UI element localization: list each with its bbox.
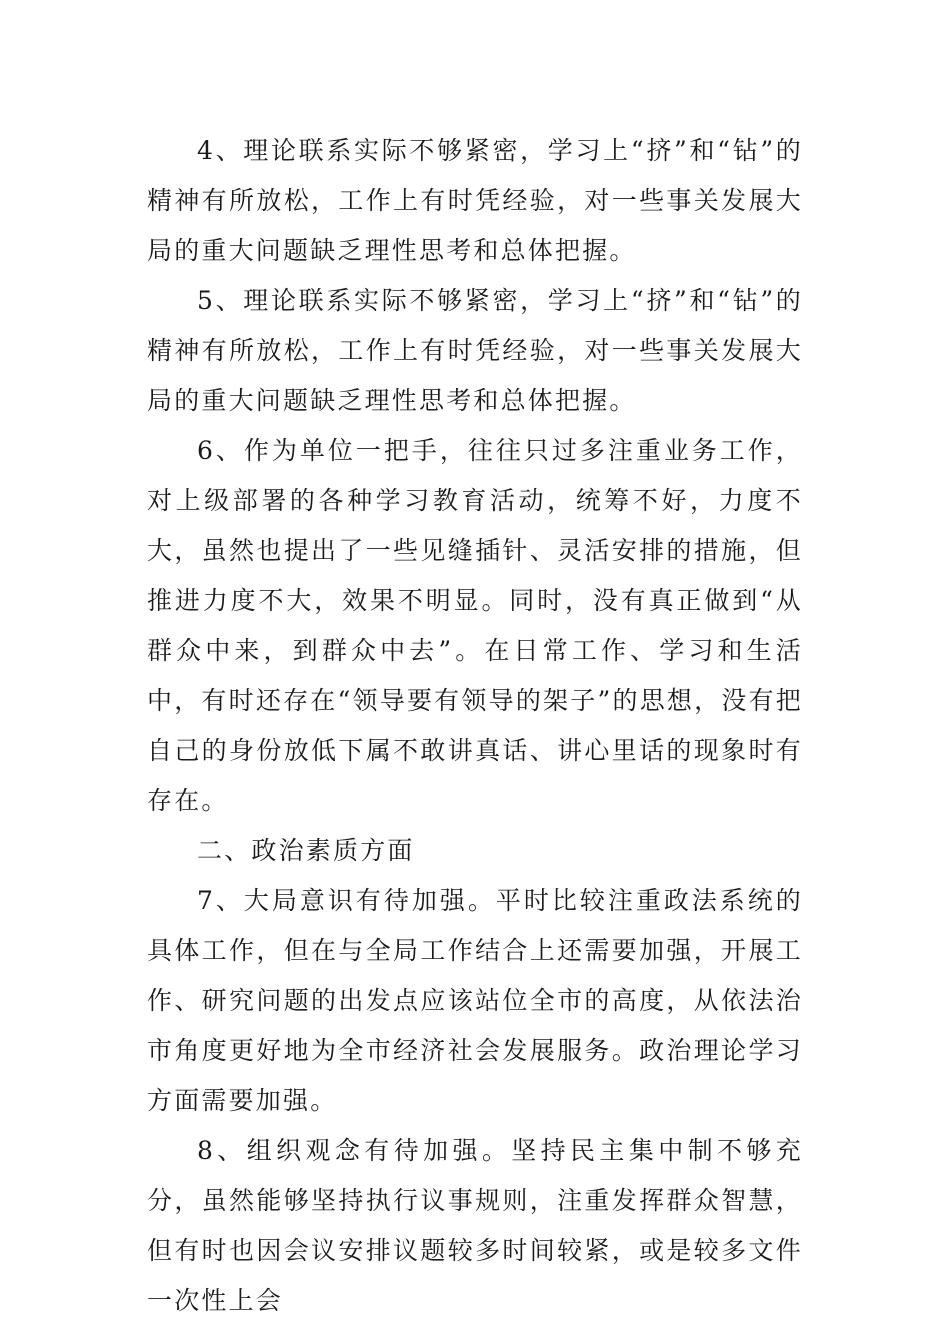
paragraph-item-5: 5、理论联系实际不够紧密，学习上“挤”和“钻”的精神有所放松，工作上有时凭经验，对一些事关发展大局的重大问题缺乏理性思考和总体把握。 [147,286,803,415]
paragraph-item-7: 7、大局意识有待加强。平时比较注重政法系统的具体工作，但在与全局工作结合上还需要加强，开展工作、研究问题的出发点应该站位全市的高度，从依法治市角度更好地为全市经济社会发展服务。政治理论学习方面需要加强。 [147,886,803,1115]
document-body [147,126,803,1326]
paragraph-item-6: 6、作为单位一把手，往往只过多注重业务工作，对上级部署的各种学习教育活动，统筹不好，力度不大，虽然也提出了一些见缝插针、灵活安排的措施，但推进力度不大，效果不明显。同时，没有真正做到“从群众中来，到群众中去”。在日常工作、学习和生活中，有时还存在“领导要有领导的架子”的思想，没有把自己的身份放低下属不敢讲真话、讲心里话的现象时有存在。 [147,436,803,815]
section-heading-political-quality: 二、政治素质方面 [197,836,415,865]
paragraph-item-8: 8、组织观念有待加强。坚持民主集中制不够充分，虽然能够坚持执行议事规则，注重发挥群众智慧，但有时也因会议安排议题较多时间较紧，或是较多文件一次性上会 [147,1136,803,1315]
paragraph-item-4: 4、理论联系实际不够紧密，学习上“挤”和“钻”的精神有所放松，工作上有时凭经验，对一些事关发展大局的重大问题缺乏理性思考和总体把握。 [147,136,803,265]
